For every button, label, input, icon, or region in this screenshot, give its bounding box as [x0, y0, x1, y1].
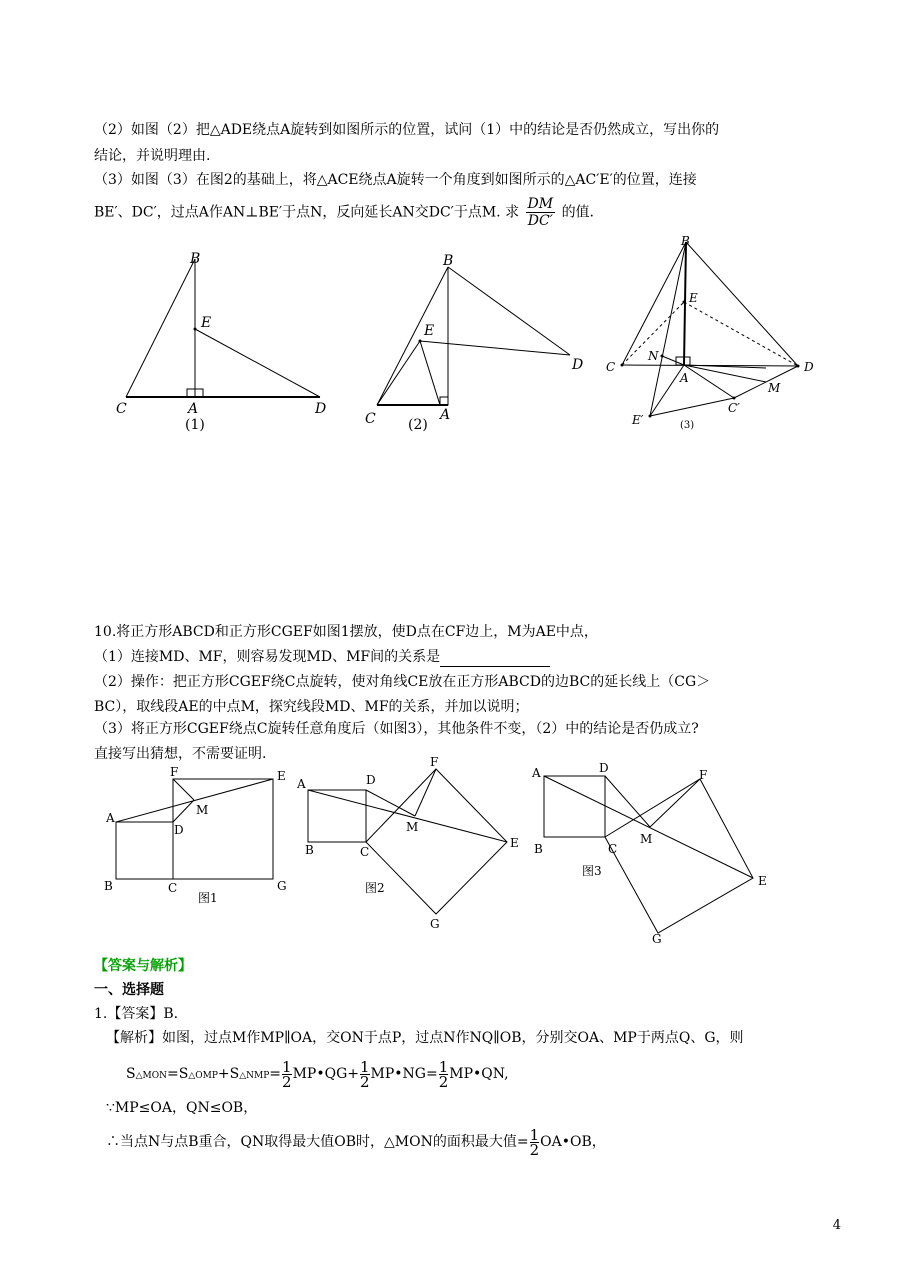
- figure-3-rotated: [600, 232, 825, 437]
- label-C: C: [360, 845, 370, 859]
- eq-sub: △NMP: [239, 1071, 270, 1081]
- label-C: C: [168, 881, 178, 895]
- fraction-numerator: 1: [359, 1057, 370, 1076]
- label-C: C: [606, 360, 616, 374]
- figure-caption: (1): [185, 417, 205, 433]
- therefore-end: OA•OB，: [540, 1134, 606, 1150]
- answer-1: 1.【答案】B.: [94, 1006, 179, 1022]
- label-G: G: [652, 932, 662, 946]
- fraction-numerator: 1: [438, 1057, 449, 1076]
- label-A: A: [532, 766, 541, 780]
- label-E: E: [424, 323, 435, 339]
- answer-1-explanation: 【解析】如图，过点M作MP∥OA，交ON于点P，过点N作NQ∥OB，分别交OA、MP于两点Q、G，则: [106, 1030, 744, 1046]
- since-line: ∵MP≤OA，QN≤OB，: [106, 1100, 258, 1116]
- q10-part1: [94, 647, 550, 667]
- fraction-denominator: 2: [359, 1072, 370, 1091]
- eq-term: MP•QG+: [292, 1066, 359, 1082]
- q9-part2-cont: 结论，并说明理由.: [94, 148, 211, 164]
- answer-blank: [440, 652, 550, 667]
- label-C: C: [365, 411, 376, 427]
- q10-part3-cont: 直接写出猜想，不需要证明.: [94, 746, 267, 762]
- label-M: M: [406, 820, 419, 834]
- label-A: A: [680, 371, 689, 385]
- page-number: 4: [832, 1218, 841, 1233]
- label-D: D: [366, 773, 376, 787]
- fraction-numerator: DM: [527, 196, 554, 212]
- figure-caption: 图2: [365, 881, 385, 895]
- q9-part3-text: BE′、DC′，过点A作AN⊥BE′于点N，反向延长AN交DC′于点M. 求: [94, 204, 520, 221]
- fraction-numerator: 1: [529, 1125, 540, 1144]
- label-E: E: [510, 836, 519, 850]
- half-fraction: [529, 1125, 540, 1159]
- q9-part3-cont: [94, 196, 594, 229]
- label-A: A: [188, 401, 199, 417]
- label-M: M: [196, 803, 209, 817]
- label-B: B: [681, 234, 690, 248]
- figure-squares-2: [295, 752, 525, 937]
- figure-1-triangle: [110, 245, 340, 435]
- fraction-denominator: 2: [529, 1140, 540, 1159]
- q9-part3: （3）如图（3）在图2的基础上，将△ACE绕点A旋转一个角度到如图所示的△AC′E′的位置，连接: [94, 172, 697, 188]
- figure-caption: (2): [408, 417, 428, 433]
- label-F: F: [699, 768, 708, 782]
- label-E: E: [201, 315, 212, 331]
- eq-term: MP•NG=: [370, 1066, 438, 1082]
- label-M: M: [640, 832, 653, 846]
- q9-part2: （2）如图（2）把△ADE绕点A旋转到如图所示的位置，试问（1）中的结论是否仍然成立，写出你的: [94, 122, 720, 138]
- q10-part2-cont: BC），取线段AE的中点M，探究线段MD、MF的关系，并加以说明；: [94, 699, 529, 715]
- fraction-denominator: 2: [438, 1072, 449, 1091]
- half-fraction: [282, 1057, 292, 1091]
- figure-caption: 图3: [582, 864, 602, 878]
- label-D: D: [315, 401, 327, 417]
- section-heading: 一、选择题: [94, 982, 164, 998]
- label-A: A: [440, 407, 451, 423]
- fraction-denominator: DC′: [527, 213, 553, 229]
- therefore-text: ∴当点N与点B重合，QN取得最大值OB时，△MON的面积最大值=: [106, 1134, 529, 1150]
- label-G: G: [430, 917, 440, 931]
- answer-section-title: 【答案与解析】: [94, 958, 192, 974]
- label-C-prime: C′: [728, 401, 740, 415]
- eq-term: MP•QN,: [449, 1066, 509, 1082]
- eq-equals: =: [269, 1066, 282, 1082]
- label-E-prime: E′: [632, 413, 644, 427]
- label-M: M: [768, 381, 781, 395]
- label-E: E: [689, 291, 698, 305]
- figure-squares-3: [530, 755, 780, 950]
- label-D: D: [804, 360, 814, 374]
- therefore-line: [106, 1124, 606, 1160]
- label-E: E: [758, 874, 767, 888]
- figure-caption: 图1: [198, 891, 218, 905]
- fraction-numerator: 1: [282, 1057, 292, 1076]
- q10-part1-text: （1）连接MD、MF，则容易发现MD、MF间的关系是: [94, 649, 441, 665]
- eq-sub: △OMP: [188, 1071, 218, 1081]
- label-E: E: [277, 769, 286, 783]
- label-B: B: [534, 842, 543, 856]
- fraction-denominator: 2: [282, 1072, 292, 1091]
- label-F: F: [170, 765, 179, 779]
- q9-part3-end: 的值.: [561, 204, 595, 221]
- dm-dc-fraction: [526, 196, 556, 229]
- label-B: B: [104, 879, 113, 893]
- eq-s: +S: [217, 1066, 240, 1082]
- figure-2-triangle: [360, 245, 600, 435]
- label-D: D: [174, 823, 184, 837]
- label-B: B: [305, 843, 314, 857]
- q10-part2: （2）操作：把正方形CGEF绕C点旋转，使对角线CE放在正方形ABCD的边BC的延长线上（CG＞: [94, 674, 711, 690]
- label-B: B: [190, 251, 201, 267]
- label-B: B: [443, 253, 454, 269]
- label-D: D: [599, 761, 609, 775]
- label-A: A: [106, 811, 115, 825]
- label-C: C: [608, 842, 618, 856]
- eq-s: S: [126, 1066, 136, 1082]
- half-fraction: [359, 1057, 370, 1091]
- q10-stem: 10.将正方形ABCD和正方形CGEF如图1摆放，使D点在CF边上，M为AE中点，: [94, 624, 598, 640]
- area-equation: [126, 1056, 509, 1094]
- label-F: F: [430, 755, 439, 769]
- label-C: C: [116, 401, 127, 417]
- figure-squares-1: [100, 760, 300, 910]
- eq-sub: △MON: [135, 1071, 167, 1081]
- half-fraction: [438, 1057, 449, 1091]
- eq-s: =S: [166, 1066, 189, 1082]
- label-N: N: [648, 349, 659, 363]
- q10-part3: （3）将正方形CGEF绕点C旋转任意角度后（如图3），其他条件不变，（2）中的结论是否仍成立?: [94, 721, 699, 737]
- label-D: D: [572, 357, 584, 373]
- label-G: G: [277, 879, 287, 893]
- label-A: A: [297, 777, 306, 791]
- figure-caption: (3): [680, 420, 695, 431]
